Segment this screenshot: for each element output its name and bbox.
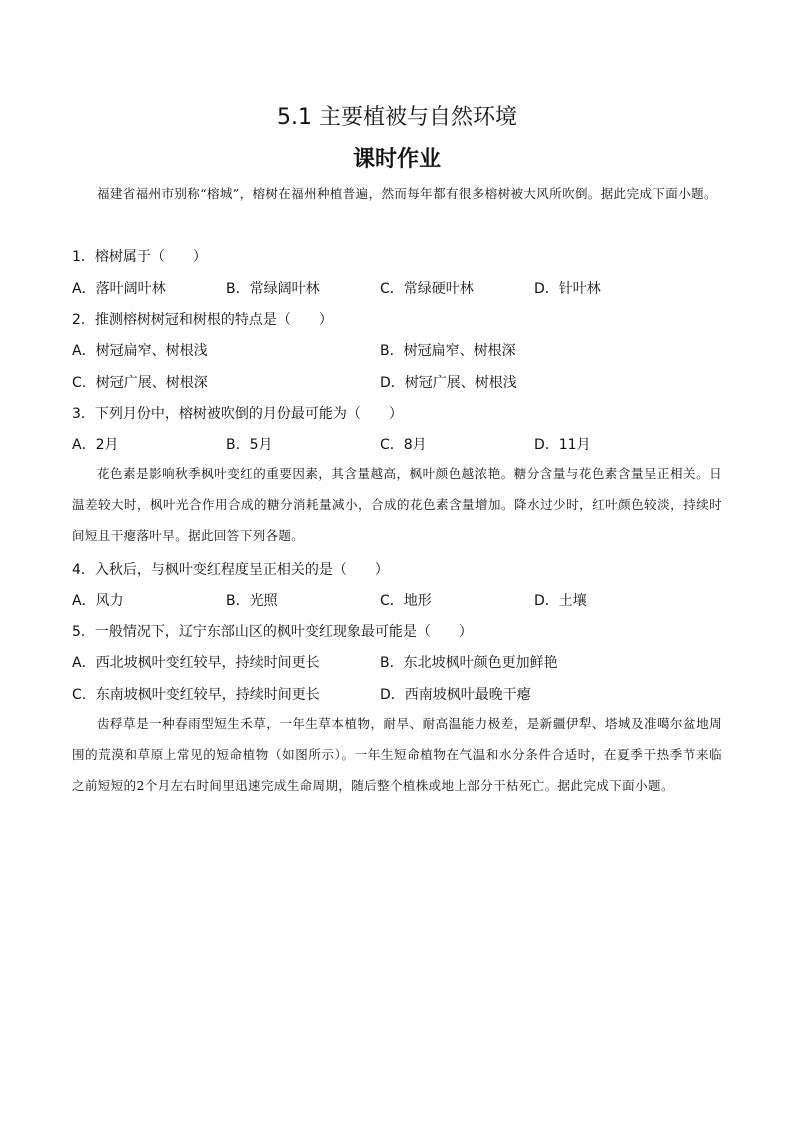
question-3-option-d: D．11月 xyxy=(534,437,591,453)
question-3-option-b: B．5月 xyxy=(226,437,273,453)
question-2-stem: 2．推测榕树树冠和树根的特点是（ ） xyxy=(72,312,333,328)
question-4-option-d: D．土壤 xyxy=(534,593,587,609)
question-4-stem: 4．入秋后，与枫叶变红程度呈正相关的是（ ） xyxy=(72,562,389,578)
question-2-option-d: D．树冠广展、树根浅 xyxy=(380,375,517,391)
question-3-option-a: A．2月 xyxy=(72,437,119,453)
question-3-option-c: C．8月 xyxy=(380,437,427,453)
question-1-option-c: C．常绿硬叶林 xyxy=(380,281,474,297)
question-5-option-b: B．东北坡枫叶颜色更加鲜艳 xyxy=(380,655,558,671)
passage-2: 花色素是影响秋季枫叶变红的重要因素，其含量越高，枫叶颜色越浓艳。糖分含量与花色素含量呈正相关。日温差较大时，枫叶光合作用合成的糖分消耗量减小，合成的花色素含量增加。降水过少时，红叶颜色较淡，持续时间短且干瘪落叶早。据此回答下列各题。 xyxy=(72,466,722,543)
question-2-option-a: A．树冠扁窄、树根浅 xyxy=(72,343,208,359)
page-title: 5.1 主要植被与自然环境 xyxy=(277,105,517,130)
question-1-option-a: A．落叶阔叶林 xyxy=(72,281,166,297)
question-1-option-d: D．针叶林 xyxy=(534,281,601,297)
question-5-option-d: D．西南坡枫叶最晚干瘪 xyxy=(380,687,531,703)
question-4-option-b: B．光照 xyxy=(226,593,278,609)
question-5-option-c: C．东南坡枫叶变红较早，持续时间更长 xyxy=(72,687,320,703)
question-5-stem: 5．一般情况下，辽宁东部山区的枫叶变红现象最可能是（ ） xyxy=(72,624,473,640)
question-2-option-c: C．树冠广展、树根深 xyxy=(72,375,208,391)
question-1-option-b: B．常绿阔叶林 xyxy=(226,281,320,297)
question-5-option-a: A．西北坡枫叶变红较早，持续时间更长 xyxy=(72,655,320,671)
passage-3: 齿稃草是一种春雨型短生禾草，一年生草本植物，耐旱、耐高温能力极差，是新疆伊犁、塔城及准噶尔盆地周围的荒漠和草原上常见的短命植物（如图所示）。一年生短命植物在气温和水分条件合适时，在夏季干热季节来临之前短短的2个月左右时间里迅速完成生命周期，随后整个植株或地上部分干枯死亡。据此完成下面小题。 xyxy=(72,716,722,793)
question-4-option-c: C．地形 xyxy=(380,593,432,609)
question-1-stem: 1．榕树属于（ ） xyxy=(72,249,207,265)
question-2-option-b: B．树冠扁窄、树根深 xyxy=(380,343,516,359)
question-3-stem: 3．下列月份中，榕树被吹倒的月份最可能为（ ） xyxy=(72,406,403,422)
question-4-option-a: A．风力 xyxy=(72,593,124,609)
passage-1: 福建省福州市别称“榕城”，榕树在福州种植普遍，然而每年都有很多榕树被大风所吹倒。据此完成下面小题。 xyxy=(97,186,717,201)
page-subtitle: 课时作业 xyxy=(352,147,441,172)
